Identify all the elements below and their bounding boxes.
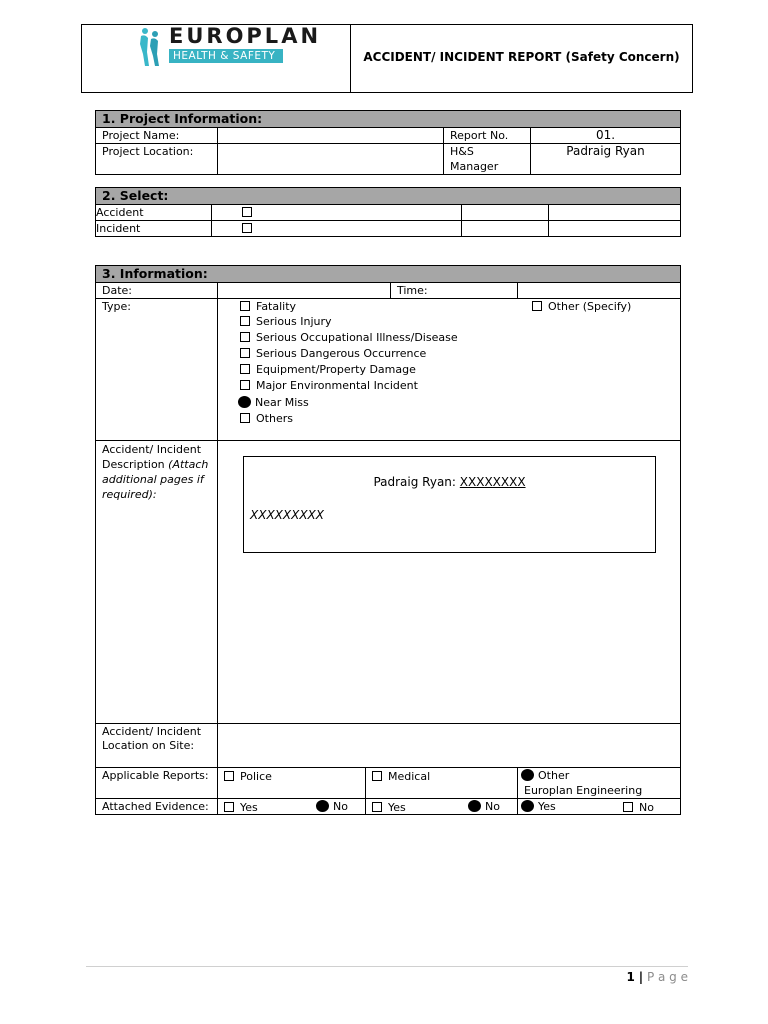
hs-manager-label: H&S Manager xyxy=(444,144,531,175)
type-option-label: Equipment/Property Damage xyxy=(256,363,416,376)
select-empty-cell xyxy=(549,221,681,237)
description-name-line xyxy=(244,475,655,489)
evidence-yes-option-2[interactable] xyxy=(372,801,406,814)
date-label: Date: xyxy=(102,284,132,297)
page-word: P a g e xyxy=(646,970,688,984)
description-label-italic: (Attach additional pages if required): xyxy=(102,458,209,501)
type-option[interactable] xyxy=(240,363,416,377)
incident-checkbox[interactable] xyxy=(242,223,252,233)
other-report-value: Europlan Engineering xyxy=(524,784,643,797)
filled-circle-icon[interactable] xyxy=(468,800,481,812)
project-info-table xyxy=(95,127,681,175)
row-divider xyxy=(95,440,681,441)
select-empty-cell xyxy=(462,205,549,221)
type-option-label: Fatality xyxy=(256,300,297,313)
report-title: ACCIDENT/ INCIDENT REPORT (Safety Concern) xyxy=(363,50,680,64)
evidence-no-option-1[interactable] xyxy=(316,800,348,813)
accident-label: Accident xyxy=(96,205,212,221)
date-time-divider xyxy=(390,282,391,299)
description-name-value: XXXXXXXX xyxy=(459,475,526,489)
attached-evidence-label: Attached Evidence: xyxy=(102,800,209,813)
type-label: Type: xyxy=(102,300,131,313)
checkbox-icon[interactable] xyxy=(623,802,633,812)
medical-label: Medical xyxy=(388,770,431,783)
evidence-yes-option-3[interactable] xyxy=(521,800,556,813)
location-label: Accident/ Incident Location on Site: xyxy=(102,725,202,752)
checkbox-icon[interactable] xyxy=(224,802,234,812)
page-number: 1 xyxy=(626,970,635,984)
hs-manager-value: Padraig Ryan xyxy=(531,144,681,175)
type-option-label: Major Environmental Incident xyxy=(256,379,418,392)
time-label: Time: xyxy=(397,284,428,297)
select-table xyxy=(95,204,681,237)
no-label: No xyxy=(485,800,500,813)
location-field[interactable] xyxy=(218,724,680,767)
evidence-yes-option-1[interactable] xyxy=(224,801,258,814)
other-report-option[interactable] xyxy=(521,769,569,782)
checkbox-icon[interactable] xyxy=(372,771,382,781)
project-location-field[interactable] xyxy=(218,144,444,175)
accident-checkbox[interactable] xyxy=(242,207,252,217)
police-option[interactable] xyxy=(224,770,272,783)
other-specify-option[interactable] xyxy=(532,300,631,314)
type-option[interactable] xyxy=(240,347,426,361)
description-body: XXXXXXXXX xyxy=(250,508,324,522)
evidence-no-option-3[interactable] xyxy=(623,801,654,814)
no-label: No xyxy=(333,800,348,813)
row-divider xyxy=(95,298,681,299)
police-label: Police xyxy=(240,770,272,783)
page-separator: | xyxy=(638,970,644,984)
project-location-label: Project Location: xyxy=(96,144,218,175)
checkbox-icon[interactable] xyxy=(240,316,250,326)
yes-label: Yes xyxy=(240,801,258,814)
logo-text-top: EUROPLAN xyxy=(169,24,322,48)
filled-circle-icon[interactable] xyxy=(238,396,251,408)
incident-label: Incident xyxy=(96,221,212,237)
type-option[interactable] xyxy=(240,300,296,314)
type-option[interactable] xyxy=(240,412,293,426)
checkbox-icon[interactable] xyxy=(372,802,382,812)
row-divider xyxy=(95,767,681,768)
time-value-divider xyxy=(517,282,518,299)
applicable-reports-label: Applicable Reports: xyxy=(102,769,209,782)
select-empty-cell xyxy=(549,205,681,221)
checkbox-icon[interactable] xyxy=(224,771,234,781)
description-name-prefix: Padraig Ryan: xyxy=(373,475,460,489)
medical-option[interactable] xyxy=(372,770,430,783)
type-option[interactable] xyxy=(238,396,309,410)
section1-heading: 1. Project Information: xyxy=(95,110,681,128)
description-label-plain: Accident/ Incident Description xyxy=(102,443,202,471)
project-name-field[interactable] xyxy=(218,128,444,144)
logo-figures-icon xyxy=(136,26,164,68)
filled-circle-icon[interactable] xyxy=(521,800,534,812)
type-option-label: Serious Injury xyxy=(256,315,332,328)
type-option-label: Serious Dangerous Occurrence xyxy=(256,347,427,360)
yes-label: Yes xyxy=(388,801,406,814)
yes-label: Yes xyxy=(538,800,556,813)
accident-checkbox-cell[interactable] xyxy=(212,205,462,221)
europlan-logo xyxy=(136,24,322,68)
checkbox-icon[interactable] xyxy=(240,301,250,311)
checkbox-icon[interactable] xyxy=(240,380,250,390)
type-option[interactable] xyxy=(240,379,418,393)
filled-circle-icon[interactable] xyxy=(521,769,534,781)
logo-text-bottom: HEALTH & SAFETY xyxy=(169,49,283,63)
type-option[interactable] xyxy=(240,315,332,329)
section2-heading: 2. Select: xyxy=(95,187,681,205)
description-label xyxy=(102,442,212,502)
col-divider xyxy=(517,767,518,815)
col-divider xyxy=(365,767,366,815)
type-option-label: Serious Occupational Illness/Disease xyxy=(256,331,458,344)
project-name-label: Project Name: xyxy=(96,128,218,144)
row-divider xyxy=(95,798,681,799)
checkbox-icon[interactable] xyxy=(532,301,542,311)
checkbox-icon[interactable] xyxy=(240,348,250,358)
type-option-label: Others xyxy=(256,412,293,425)
evidence-no-option-2[interactable] xyxy=(468,800,500,813)
checkbox-icon[interactable] xyxy=(240,413,250,423)
report-no-label: Report No. xyxy=(444,128,531,144)
description-textbox[interactable] xyxy=(243,456,656,553)
incident-checkbox-cell[interactable] xyxy=(212,221,462,237)
checkbox-icon[interactable] xyxy=(240,332,250,342)
filled-circle-icon[interactable] xyxy=(316,800,329,812)
type-option[interactable] xyxy=(240,331,458,345)
page-footer xyxy=(600,970,688,984)
footer-rule xyxy=(86,966,688,967)
select-empty-cell xyxy=(462,221,549,237)
report-no-value: 01. xyxy=(531,128,681,144)
type-option-label: Near Miss xyxy=(255,396,309,409)
other-report-label: Other xyxy=(538,769,570,782)
checkbox-icon[interactable] xyxy=(240,364,250,374)
other-specify-label: Other (Specify) xyxy=(548,300,632,313)
section3-heading: 3. Information: xyxy=(95,265,681,283)
no-label: No xyxy=(639,801,654,814)
